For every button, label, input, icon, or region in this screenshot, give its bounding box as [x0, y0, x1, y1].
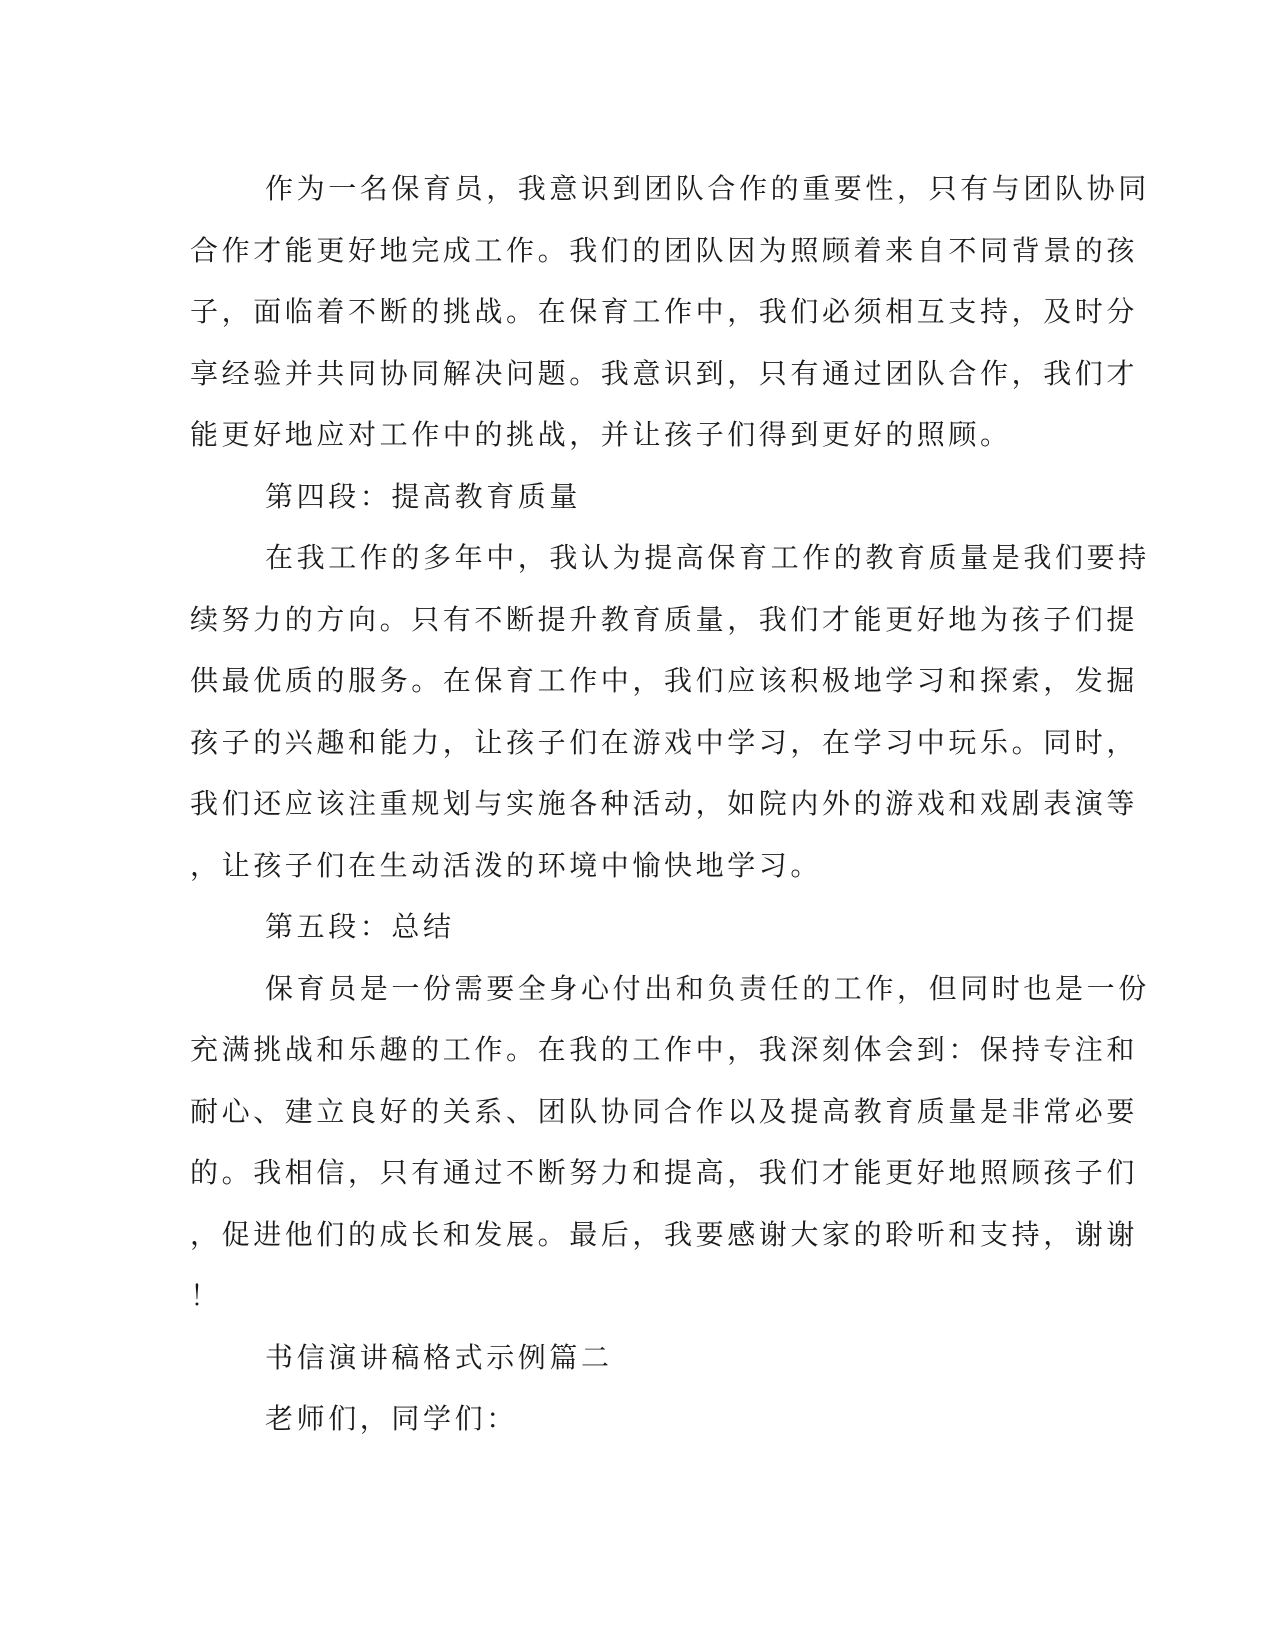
text-line: 在我工作的多年中，我认为提高保育工作的教育质量是我们要持: [265, 541, 1150, 574]
text-line: 能更好地应对工作中的挑战，并让孩子们得到更好的照顾。: [190, 418, 1012, 451]
text-line: 续努力的方向。只有不断提升教育质量，我们才能更好地为孩子们提: [190, 602, 1139, 636]
text-line: 孩子的兴趣和能力，让孩子们在游戏中学习，在学习中玩乐。同时，: [190, 725, 1139, 759]
salutation: 老师们，同学们：: [265, 1402, 518, 1435]
text-line: ，让孩子们在生动活泼的环境中愉快地学习。: [190, 848, 823, 882]
article-title: 书信演讲稿格式示例篇二: [265, 1340, 613, 1374]
section-heading: 第四段：提高教育质量: [265, 479, 582, 513]
text-line: 保育员是一份需要全身心付出和负责任的工作，但同时也是一份: [265, 971, 1150, 1005]
text-line: 合作才能更好地完成工作。我们的团队因为照顾着来自不同背景的孩: [190, 233, 1139, 267]
text-line: 的。我相信，只有通过不断努力和提高，我们才能更好地照顾孩子们: [190, 1156, 1139, 1189]
text-line: 子，面临着不断的挑战。在保育工作中，我们必须相互支持，及时分: [190, 295, 1139, 328]
text-line: ！: [190, 1279, 222, 1312]
text-line: 我们还应该注重规划与实施各种活动，如院内外的游戏和戏剧表演等: [190, 787, 1139, 820]
document-body: [190, 158, 1150, 1450]
section-heading: 第五段：总结: [265, 910, 455, 943]
text-line: 享经验并共同协同解决问题。我意识到，只有通过团队合作，我们才: [190, 356, 1139, 390]
text-line: ，促进他们的成长和发展。最后，我要感谢大家的聆听和支持，谢谢: [190, 1217, 1139, 1251]
text-line: 耐心、建立良好的关系、团队协同合作以及提高教育质量是非常必要: [190, 1094, 1139, 1128]
text-line: 供最优质的服务。在保育工作中，我们应该积极地学习和探索，发掘: [190, 664, 1139, 697]
text-line: 作为一名保育员，我意识到团队合作的重要性，只有与团队协同: [265, 172, 1150, 205]
text-line: 充满挑战和乐趣的工作。在我的工作中，我深刻体会到：保持专注和: [190, 1033, 1139, 1066]
